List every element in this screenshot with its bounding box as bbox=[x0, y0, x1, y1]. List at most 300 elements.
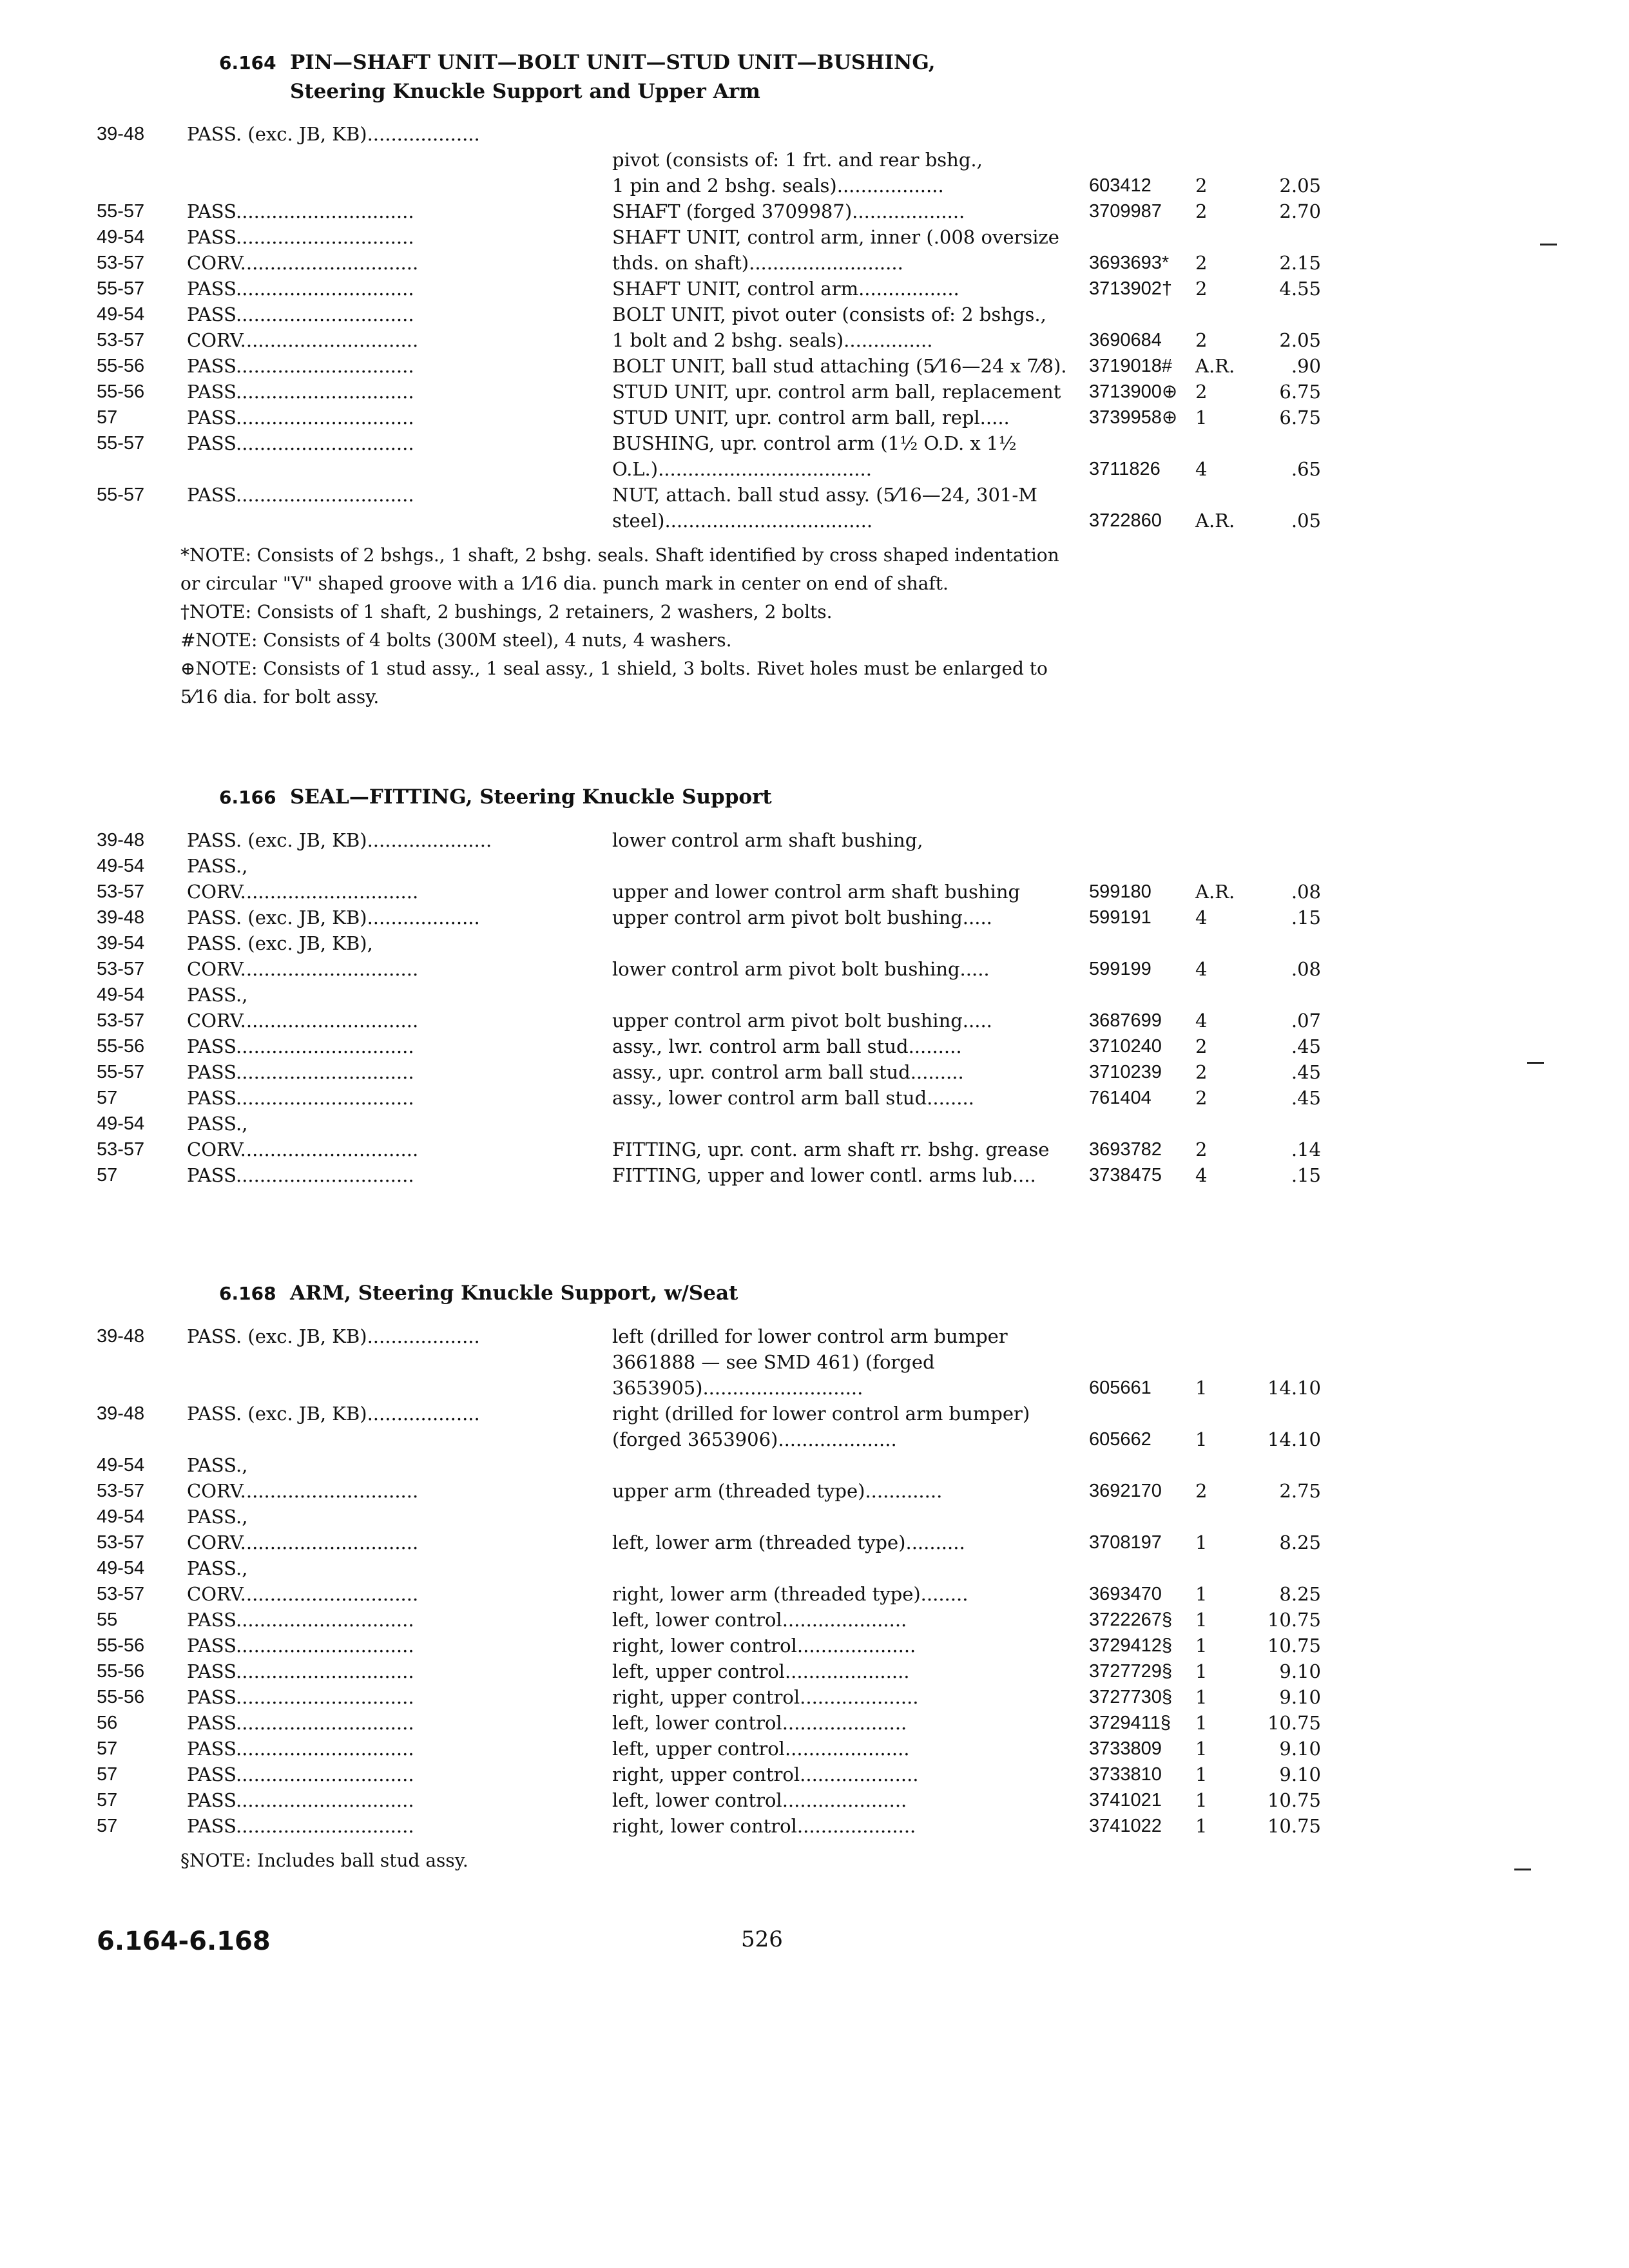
year-cell: 55 bbox=[97, 1610, 118, 1630]
description-cell: left, lower control..................... bbox=[612, 1789, 907, 1811]
model-cell: PASS.............................. bbox=[187, 1635, 414, 1657]
table-row bbox=[97, 1478, 1385, 1504]
price-cell: .15 bbox=[1291, 907, 1321, 928]
model-cell: PASS.............................. bbox=[187, 484, 414, 506]
quantity-cell: 2 bbox=[1195, 1087, 1208, 1109]
model-cell: PASS. (exc. JB, KB)................... bbox=[187, 907, 480, 928]
quantity-cell: A.R. bbox=[1195, 881, 1235, 903]
part-number-cell: 3693693* bbox=[1089, 253, 1170, 273]
model-cell: CORV.............................. bbox=[187, 1139, 419, 1160]
price-cell: 10.75 bbox=[1267, 1789, 1321, 1811]
quantity-cell: 1 bbox=[1195, 1660, 1208, 1682]
model-cell: PASS. (exc. JB, KB), bbox=[187, 932, 373, 954]
table-row bbox=[97, 198, 1385, 224]
year-cell: 53-57 bbox=[97, 881, 145, 902]
table-row bbox=[97, 1530, 1385, 1555]
year-cell: 49-54 bbox=[97, 985, 145, 1005]
year-cell: 49-54 bbox=[97, 1558, 145, 1579]
quantity-cell: 4 bbox=[1195, 958, 1208, 980]
table-row bbox=[97, 1059, 1385, 1085]
quantity-cell: 1 bbox=[1195, 1635, 1208, 1657]
year-cell: 39-48 bbox=[97, 907, 145, 928]
table-row bbox=[97, 327, 1385, 353]
description-cell: upper arm (threaded type)............. bbox=[612, 1480, 943, 1502]
section-6-166 bbox=[97, 783, 1385, 1188]
part-number-cell: 3729411§ bbox=[1089, 1713, 1171, 1733]
description-cell: upper and lower control arm shaft bushing bbox=[612, 881, 1021, 903]
section-subtitle: Steering Knuckle Support and Upper Arm bbox=[290, 80, 760, 103]
description-cell: right, lower control.................... bbox=[612, 1635, 916, 1657]
description-cell: left, lower control..................... bbox=[612, 1609, 907, 1631]
description-cell: left, lower arm (threaded type).......... bbox=[612, 1532, 965, 1553]
price-cell: .45 bbox=[1291, 1061, 1321, 1083]
table-row bbox=[97, 379, 1385, 405]
model-cell: PASS.............................. bbox=[187, 1738, 414, 1760]
table-row bbox=[97, 1452, 1385, 1478]
note-text: *NOTE: Consists of 2 bshgs., 1 shaft, 2 bshg. seals. Shaft identified by cross shaped indentation or circular "V" shaped groove with a 1⁄16 dia. punch mark in center on end of shaft. bbox=[180, 544, 1059, 594]
table-row bbox=[97, 1504, 1385, 1530]
year-cell: 57 bbox=[97, 1165, 118, 1186]
year-cell: 49-54 bbox=[97, 1113, 145, 1134]
quantity-cell: 1 bbox=[1195, 1583, 1208, 1605]
description-cell: upper control arm pivot bolt bushing..... bbox=[612, 1010, 992, 1032]
year-cell: 39-48 bbox=[97, 1326, 145, 1347]
part-number-cell: 3687699 bbox=[1089, 1010, 1162, 1031]
year-cell: 53-57 bbox=[97, 1010, 145, 1031]
year-cell: 53-57 bbox=[97, 1139, 145, 1160]
part-number-cell: 3738475 bbox=[1089, 1165, 1162, 1186]
year-cell: 53-57 bbox=[97, 959, 145, 979]
price-cell: .08 bbox=[1291, 958, 1321, 980]
quantity-cell: 2 bbox=[1195, 381, 1208, 403]
year-cell: 39-48 bbox=[97, 124, 145, 144]
footer-page-number: 526 bbox=[741, 1927, 783, 1952]
table-row bbox=[97, 1162, 1385, 1188]
description-cell: assy., lwr. control arm ball stud......... bbox=[612, 1035, 962, 1057]
model-cell: PASS.............................. bbox=[187, 1789, 414, 1811]
table-row bbox=[97, 1581, 1385, 1607]
year-cell: 55-57 bbox=[97, 1062, 145, 1082]
model-cell: PASS.............................. bbox=[187, 1035, 414, 1057]
description-cell: left, upper control..................... bbox=[612, 1738, 910, 1760]
part-number-cell: 599180 bbox=[1089, 881, 1152, 902]
part-number-cell: 3708197 bbox=[1089, 1532, 1162, 1553]
table-row bbox=[97, 353, 1385, 379]
table-row bbox=[97, 1137, 1385, 1162]
model-cell: PASS.............................. bbox=[187, 1087, 414, 1109]
table-row bbox=[97, 1607, 1385, 1633]
table-row bbox=[97, 879, 1385, 905]
description-cell: upper control arm pivot bolt bushing..... bbox=[612, 907, 992, 928]
section-title: PIN—SHAFT UNIT—BOLT UNIT—STUD UNIT—BUSHING, bbox=[290, 51, 936, 74]
price-cell: 14.10 bbox=[1267, 1428, 1321, 1450]
quantity-cell: 4 bbox=[1195, 1164, 1208, 1186]
description-cell: SHAFT UNIT, control arm, inner (.008 oversize bbox=[612, 226, 1059, 248]
table-row bbox=[97, 1762, 1385, 1787]
description-cell: FITTING, upr. cont. arm shaft rr. bshg. grease bbox=[612, 1139, 1050, 1160]
year-cell: 39-48 bbox=[97, 830, 145, 850]
part-number-cell: 3739958⊕ bbox=[1089, 407, 1178, 428]
price-cell: 6.75 bbox=[1279, 381, 1321, 403]
quantity-cell: 1 bbox=[1195, 1428, 1208, 1450]
description-cell: BUSHING, upr. control arm (1½ O.D. x 1½ bbox=[612, 432, 1017, 454]
section-6-168 bbox=[97, 1279, 1385, 1875]
section-heading bbox=[219, 1279, 1385, 1308]
parts-table bbox=[97, 1323, 1385, 1839]
price-cell: 4.55 bbox=[1279, 278, 1321, 300]
model-cell: PASS.............................. bbox=[187, 1660, 414, 1682]
parts-table bbox=[97, 827, 1385, 1188]
note-text: ⊕NOTE: Consists of 1 stud assy., 1 seal assy., 1 shield, 3 bolts. Rivet holes must be enlarged to 5⁄16 dia. for bolt assy. bbox=[180, 658, 1048, 707]
price-cell: 10.75 bbox=[1267, 1815, 1321, 1837]
part-number-cell: 3722267§ bbox=[1089, 1610, 1173, 1630]
price-cell: .45 bbox=[1291, 1087, 1321, 1109]
quantity-cell: 1 bbox=[1195, 1377, 1208, 1399]
year-cell: 55-57 bbox=[97, 485, 145, 505]
year-cell: 57 bbox=[97, 1738, 118, 1759]
price-cell: 10.75 bbox=[1267, 1712, 1321, 1734]
year-cell: 57 bbox=[97, 1764, 118, 1785]
part-number-cell: 605661 bbox=[1089, 1378, 1152, 1398]
margin-mark bbox=[1514, 1869, 1531, 1870]
quantity-cell: 4 bbox=[1195, 907, 1208, 928]
part-number-cell: 3719018# bbox=[1089, 356, 1173, 376]
quantity-cell: 1 bbox=[1195, 407, 1208, 428]
table-row bbox=[97, 1658, 1385, 1684]
year-cell: 57 bbox=[97, 1816, 118, 1836]
price-cell: .45 bbox=[1291, 1035, 1321, 1057]
part-number-cell: 3690684 bbox=[1089, 330, 1162, 351]
year-cell: 49-54 bbox=[97, 856, 145, 876]
price-cell: .90 bbox=[1291, 355, 1321, 377]
model-cell: CORV.............................. bbox=[187, 1010, 419, 1032]
part-number-cell: 3693782 bbox=[1089, 1139, 1162, 1160]
price-cell: .15 bbox=[1291, 1164, 1321, 1186]
quantity-cell: 1 bbox=[1195, 1712, 1208, 1734]
model-cell: PASS., bbox=[187, 855, 248, 877]
part-number-cell: 3733810 bbox=[1089, 1764, 1162, 1785]
notes-block bbox=[180, 541, 1211, 711]
description-cell: steel)................................... bbox=[612, 510, 873, 532]
section-number: 6.164 bbox=[219, 52, 276, 73]
table-row bbox=[97, 905, 1385, 930]
table-row bbox=[97, 1323, 1385, 1349]
description-cell: assy., lower control arm ball stud........ bbox=[612, 1087, 974, 1109]
description-cell: 1 pin and 2 bshg. seals).................. bbox=[612, 175, 944, 197]
year-cell: 55-57 bbox=[97, 433, 145, 454]
description-cell: left (drilled for lower control arm bumper bbox=[612, 1325, 1008, 1347]
note-text: †NOTE: Consists of 1 shaft, 2 bushings, 2 retainers, 2 washers, 2 bolts. bbox=[180, 601, 833, 622]
price-cell: .07 bbox=[1291, 1010, 1321, 1032]
part-number-cell: 603412 bbox=[1089, 175, 1152, 196]
description-cell: (forged 3653906).................... bbox=[612, 1428, 897, 1450]
price-cell: 9.10 bbox=[1279, 1763, 1321, 1785]
model-cell: PASS., bbox=[187, 1506, 248, 1528]
margin-mark bbox=[1527, 1062, 1544, 1064]
table-row bbox=[97, 147, 1385, 173]
model-cell: PASS.............................. bbox=[187, 226, 414, 248]
description-cell: right, upper control.................... bbox=[612, 1763, 919, 1785]
description-cell: NUT, attach. ball stud assy. (5⁄16—24, 301-M bbox=[612, 484, 1037, 506]
price-cell: 6.75 bbox=[1279, 407, 1321, 428]
table-row bbox=[97, 250, 1385, 276]
model-cell: PASS.............................. bbox=[187, 1609, 414, 1631]
model-cell: PASS., bbox=[187, 1113, 248, 1135]
part-number-cell: 3711826 bbox=[1089, 459, 1161, 479]
section-title: SEAL—FITTING, Steering Knuckle Support bbox=[290, 785, 772, 809]
description-cell: right, upper control.................... bbox=[612, 1686, 919, 1708]
quantity-cell: 4 bbox=[1195, 1010, 1208, 1032]
table-row bbox=[97, 508, 1385, 533]
part-number-cell: 599191 bbox=[1089, 907, 1152, 928]
table-row bbox=[97, 1375, 1385, 1401]
part-number-cell: 3741021 bbox=[1089, 1790, 1162, 1811]
table-row bbox=[97, 173, 1385, 198]
part-number-cell: 3710239 bbox=[1089, 1062, 1162, 1082]
section-heading bbox=[219, 783, 1385, 812]
year-cell: 55-56 bbox=[97, 1661, 145, 1682]
model-cell: PASS.............................. bbox=[187, 1712, 414, 1734]
part-number-cell: 3741022 bbox=[1089, 1816, 1162, 1836]
quantity-cell: 2 bbox=[1195, 1139, 1208, 1160]
price-cell: .05 bbox=[1291, 510, 1321, 532]
model-cell: PASS.............................. bbox=[187, 1815, 414, 1837]
table-row bbox=[97, 302, 1385, 327]
model-cell: CORV.............................. bbox=[187, 1532, 419, 1553]
part-number-cell: 761404 bbox=[1089, 1088, 1152, 1108]
part-number-cell: 3713900⊕ bbox=[1089, 381, 1178, 402]
quantity-cell: A.R. bbox=[1195, 355, 1235, 377]
quantity-cell: 1 bbox=[1195, 1609, 1208, 1631]
year-cell: 49-54 bbox=[97, 304, 145, 325]
part-number-cell: 3713902† bbox=[1089, 278, 1173, 299]
year-cell: 53-57 bbox=[97, 253, 145, 273]
model-cell: PASS.............................. bbox=[187, 381, 414, 403]
part-number-cell: 3709987 bbox=[1089, 201, 1162, 222]
footer-section-range: 6.164-6.168 bbox=[97, 1927, 271, 1956]
table-row bbox=[97, 1736, 1385, 1762]
model-cell: PASS.............................. bbox=[187, 407, 414, 428]
part-number-cell: 3692170 bbox=[1089, 1481, 1162, 1501]
description-cell: O.L.).................................... bbox=[612, 458, 872, 480]
year-cell: 39-54 bbox=[97, 933, 145, 954]
table-row bbox=[97, 1427, 1385, 1452]
part-number-cell: 599199 bbox=[1089, 959, 1152, 979]
table-row bbox=[97, 930, 1385, 956]
table-row bbox=[97, 853, 1385, 879]
table-row bbox=[97, 1555, 1385, 1581]
description-cell: right, lower control.................... bbox=[612, 1815, 916, 1837]
model-cell: PASS. (exc. JB, KB)..................... bbox=[187, 829, 492, 851]
year-cell: 55-56 bbox=[97, 356, 145, 376]
part-number-cell: 3710240 bbox=[1089, 1036, 1162, 1057]
note-text: #NOTE: Consists of 4 bolts (300M steel), 4 nuts, 4 washers. bbox=[180, 629, 732, 651]
quantity-cell: 1 bbox=[1195, 1815, 1208, 1837]
model-cell: CORV.............................. bbox=[187, 1480, 419, 1502]
description-cell: STUD UNIT, upr. control arm ball, repl..... bbox=[612, 407, 1010, 428]
price-cell: 2.15 bbox=[1279, 252, 1321, 274]
table-row bbox=[97, 482, 1385, 508]
price-cell: 8.25 bbox=[1279, 1583, 1321, 1605]
description-cell: 3661888 — see SMD 461) (forged bbox=[612, 1351, 935, 1373]
table-row bbox=[97, 1085, 1385, 1111]
description-cell: STUD UNIT, upr. control arm ball, replacement bbox=[612, 381, 1061, 403]
year-cell: 49-54 bbox=[97, 227, 145, 247]
part-number-cell: 3722860 bbox=[1089, 510, 1162, 531]
price-cell: 2.05 bbox=[1279, 175, 1321, 197]
quantity-cell: A.R. bbox=[1195, 510, 1235, 532]
model-cell: CORV.............................. bbox=[187, 881, 419, 903]
model-cell: PASS.............................. bbox=[187, 1164, 414, 1186]
part-number-cell: 3693470 bbox=[1089, 1584, 1162, 1604]
part-number-cell: 3727729§ bbox=[1089, 1661, 1173, 1682]
table-row bbox=[97, 405, 1385, 430]
table-row bbox=[97, 1008, 1385, 1033]
model-cell: PASS. (exc. JB, KB)................... bbox=[187, 1403, 480, 1425]
table-row bbox=[97, 1633, 1385, 1658]
quantity-cell: 1 bbox=[1195, 1789, 1208, 1811]
quantity-cell: 4 bbox=[1195, 458, 1208, 480]
quantity-cell: 1 bbox=[1195, 1738, 1208, 1760]
year-cell: 57 bbox=[97, 407, 118, 428]
model-cell: PASS. (exc. JB, KB)................... bbox=[187, 123, 480, 145]
year-cell: 53-57 bbox=[97, 1481, 145, 1501]
description-cell: thds. on shaft).......................... bbox=[612, 252, 903, 274]
table-row bbox=[97, 430, 1385, 456]
quantity-cell: 2 bbox=[1195, 278, 1208, 300]
year-cell: 55-57 bbox=[97, 201, 145, 222]
year-cell: 49-54 bbox=[97, 1455, 145, 1475]
table-row bbox=[97, 956, 1385, 982]
year-cell: 55-57 bbox=[97, 278, 145, 299]
model-cell: PASS.............................. bbox=[187, 200, 414, 222]
description-cell: left, lower control..................... bbox=[612, 1712, 907, 1734]
price-cell: 9.10 bbox=[1279, 1738, 1321, 1760]
description-cell: 1 bolt and 2 bshg. seals)............... bbox=[612, 329, 933, 351]
section-number: 6.168 bbox=[219, 1283, 276, 1304]
model-cell: PASS.............................. bbox=[187, 303, 414, 325]
model-cell: PASS.............................. bbox=[187, 278, 414, 300]
model-cell: CORV.............................. bbox=[187, 1583, 419, 1605]
description-cell: lower control arm shaft bushing, bbox=[612, 829, 923, 851]
price-cell: 9.10 bbox=[1279, 1686, 1321, 1708]
table-row bbox=[97, 121, 1385, 147]
year-cell: 49-54 bbox=[97, 1506, 145, 1527]
description-cell: right (drilled for lower control arm bumper) bbox=[612, 1403, 1030, 1425]
model-cell: CORV.............................. bbox=[187, 329, 419, 351]
description-cell: SHAFT (forged 3709987)................... bbox=[612, 200, 965, 222]
price-cell: .08 bbox=[1291, 881, 1321, 903]
quantity-cell: 2 bbox=[1195, 252, 1208, 274]
year-cell: 55-56 bbox=[97, 1687, 145, 1707]
model-cell: PASS.............................. bbox=[187, 1686, 414, 1708]
price-cell: .65 bbox=[1291, 458, 1321, 480]
table-row bbox=[97, 456, 1385, 482]
year-cell: 57 bbox=[97, 1790, 118, 1811]
description-cell: SHAFT UNIT, control arm................. bbox=[612, 278, 959, 300]
table-row bbox=[97, 982, 1385, 1008]
quantity-cell: 2 bbox=[1195, 175, 1208, 197]
section-number: 6.166 bbox=[219, 787, 276, 808]
part-number-cell: 3727730§ bbox=[1089, 1687, 1173, 1707]
table-row bbox=[97, 1111, 1385, 1137]
price-cell: 2.75 bbox=[1279, 1480, 1321, 1502]
section-6-164 bbox=[97, 48, 1385, 711]
part-number-cell: 3733809 bbox=[1089, 1738, 1162, 1759]
price-cell: 8.25 bbox=[1279, 1532, 1321, 1553]
quantity-cell: 1 bbox=[1195, 1763, 1208, 1785]
model-cell: PASS.............................. bbox=[187, 1763, 414, 1785]
year-cell: 53-57 bbox=[97, 1584, 145, 1604]
price-cell: 2.70 bbox=[1279, 200, 1321, 222]
model-cell: PASS. (exc. JB, KB)................... bbox=[187, 1325, 480, 1347]
table-row bbox=[97, 827, 1385, 853]
year-cell: 56 bbox=[97, 1713, 118, 1733]
table-row bbox=[97, 1033, 1385, 1059]
description-cell: FITTING, upper and lower contl. arms lub.... bbox=[612, 1164, 1036, 1186]
table-row bbox=[97, 224, 1385, 250]
model-cell: PASS., bbox=[187, 984, 248, 1006]
quantity-cell: 2 bbox=[1195, 1480, 1208, 1502]
description-cell: lower control arm pivot bolt bushing..... bbox=[612, 958, 990, 980]
description-cell: BOLT UNIT, pivot outer (consists of: 2 bshgs., bbox=[612, 303, 1046, 325]
year-cell: 55-56 bbox=[97, 1635, 145, 1656]
part-number-cell: 3729412§ bbox=[1089, 1635, 1173, 1656]
year-cell: 55-56 bbox=[97, 1036, 145, 1057]
price-cell: 14.10 bbox=[1267, 1377, 1321, 1399]
table-row bbox=[97, 1349, 1385, 1375]
quantity-cell: 1 bbox=[1195, 1532, 1208, 1553]
model-cell: PASS.............................. bbox=[187, 432, 414, 454]
price-cell: 10.75 bbox=[1267, 1609, 1321, 1631]
description-cell: right, lower arm (threaded type)........ bbox=[612, 1583, 969, 1605]
note-text: §NOTE: Includes ball stud assy. bbox=[180, 1850, 468, 1871]
year-cell: 39-48 bbox=[97, 1403, 145, 1424]
parts-table bbox=[97, 121, 1385, 533]
table-row bbox=[97, 1710, 1385, 1736]
model-cell: CORV.............................. bbox=[187, 958, 419, 980]
year-cell: 53-57 bbox=[97, 1532, 145, 1553]
notes-block bbox=[180, 1847, 1211, 1875]
section-title: ARM, Steering Knuckle Support, w/Seat bbox=[290, 1282, 738, 1305]
quantity-cell: 2 bbox=[1195, 200, 1208, 222]
part-number-cell: 605662 bbox=[1089, 1429, 1152, 1450]
margin-mark bbox=[1540, 244, 1557, 245]
quantity-cell: 1 bbox=[1195, 1686, 1208, 1708]
year-cell: 53-57 bbox=[97, 330, 145, 351]
quantity-cell: 2 bbox=[1195, 329, 1208, 351]
model-cell: PASS.............................. bbox=[187, 1061, 414, 1083]
quantity-cell: 2 bbox=[1195, 1061, 1208, 1083]
year-cell: 55-56 bbox=[97, 381, 145, 402]
table-row bbox=[97, 1787, 1385, 1813]
table-row bbox=[97, 1401, 1385, 1427]
model-cell: CORV.............................. bbox=[187, 252, 419, 274]
description-cell: left, upper control..................... bbox=[612, 1660, 910, 1682]
description-cell: pivot (consists of: 1 frt. and rear bshg., bbox=[612, 149, 983, 171]
price-cell: 9.10 bbox=[1279, 1660, 1321, 1682]
model-cell: PASS., bbox=[187, 1557, 248, 1579]
table-row bbox=[97, 1813, 1385, 1839]
model-cell: PASS.............................. bbox=[187, 355, 414, 377]
price-cell: 10.75 bbox=[1267, 1635, 1321, 1657]
price-cell: 2.05 bbox=[1279, 329, 1321, 351]
description-cell: assy., upr. control arm ball stud......... bbox=[612, 1061, 964, 1083]
year-cell: 57 bbox=[97, 1088, 118, 1108]
model-cell: PASS., bbox=[187, 1454, 248, 1476]
description-cell: 3653905)........................... bbox=[612, 1377, 863, 1399]
section-heading bbox=[219, 48, 1385, 106]
